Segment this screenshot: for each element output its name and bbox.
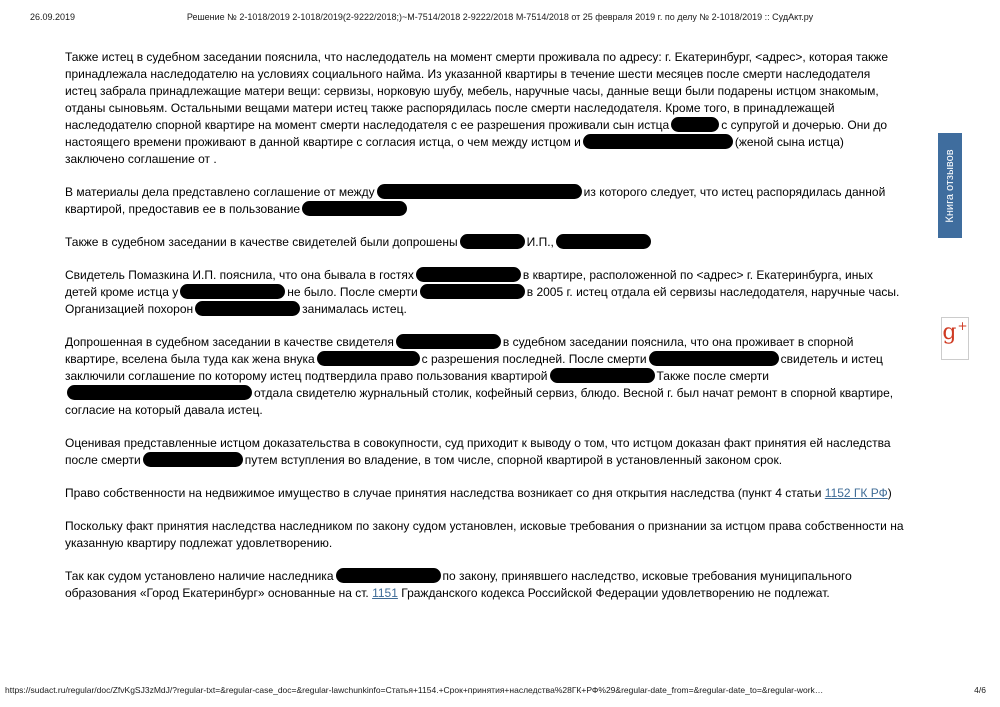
paragraph: В материалы дела представлено соглашение от между из которого следует, что истец распорядилась данной квартирой, предоставив ее в пользование [65,185,886,216]
plus-glyph: + [957,319,968,333]
print-header [0,12,1000,26]
feedback-tab[interactable] [938,133,962,238]
feedback-tab-label: Книга отзывов [944,148,956,223]
paragraph: Также истец в судебном заседании пояснила, что наследодатель на момент смерти проживала по адресу: г. Екатеринбург, <адрес>, которая также принадлежала наследодателю на условиях социального найма. Из указанной квартиры в течение шести месяцев после смерти наследодателя истец забрала принадлежащие матери вещи: сервизы, норковую шубу, мебель, наручные часы, данные вещи были подарены истцом знакомым, отданы сыновьям. Остальными вещами матери истец также распорядилась после смерти наследодателя. Кроме того, в принадлежащей наследодателю спорной квартире на момент смерти наследодателя с ее разрешения проживали сын истца с супругой и дочерью. Они до настоящего времени проживают в данной квартире с согласия истца, о чем между истцом и (женой сына истца) заключено соглашение от . [65,50,889,166]
redaction-bar [336,568,441,583]
print-footer [0,685,1000,699]
document-title: Решение № 2-1018/2019 2-1018/2019(2-9222/2018;)~М-7514/2018 2-9222/2018 М-7514/2018 от 25 февраля 2019 г. по делу № 2-1018/2019 :: СудАкт.ру [186,12,814,22]
redaction-bar [460,234,525,249]
document-body [65,49,905,618]
redaction-bar [302,201,407,216]
paragraph: Свидетель Помазкина И.П. пояснила, что она бывала в гостях в квартире, расположенной по <адрес> г. Екатеринбурга, иных детей кроме истца у не было. После смерти в 2005 г. истец отдала ей сервизы наследодателя, наручные часы. Организацией похорон занималась истец. [65,268,900,316]
redaction-bar [195,301,300,316]
redaction-bar [143,452,243,467]
redaction-bar [317,351,420,366]
law-link[interactable]: 1151 [372,586,398,600]
redaction-bar [416,267,521,282]
redaction-bar [396,334,501,349]
redaction-bar [377,184,582,199]
redaction-bar [649,351,779,366]
redaction-bar [180,284,285,299]
redaction-bar [550,368,655,383]
law-link[interactable]: 1152 ГК РФ [824,486,888,500]
paragraph: Поскольку факт принятия наследства наследником по закону судом установлен, исковые требования о признании за истцом права собственности на указанную квартиру подлежат удовлетворению. [65,519,904,550]
redaction-bar [420,284,525,299]
google-plus-icon: g [942,320,957,345]
redaction-bar [671,117,719,132]
paragraph: Оценивая представленные истцом доказательства в совокупности, суд приходит к выводу о том, что истцом доказан факт принятия ей наследства после смерти путем вступления во владение, в том числе, спорной квартирой в установленный законом срок. [65,436,891,467]
page-number: 4/6 [974,685,986,695]
paragraph: Допрошенная в судебном заседании в качестве свидетеля в судебном заседании пояснила, что она проживает в спорной квартире, вселена была туда как жена внука с разрешения последней. После смерти свидетель и истец заключили соглашение по которому истец подтвердила право пользования квартирой Также после смертиотдала свидетелю журнальный столик, кофейный сервиз, блюдо. Весной г. был начат ремонт в спорной квартире, согласие на который давала истец. [65,335,894,417]
paragraph: Также в судебном заседании в качестве свидетелей были допрошены И.П., [65,234,905,251]
redaction-bar [556,234,651,249]
footer-url: https://sudact.ru/regular/doc/ZfvKgSJ3zMdJ/?regular-txt=&regular-case_doc=&regular-lawchunkinfo=Статья+1154.+Срок+принятия+наследства%28ГК+РФ%29&regular-date_from=&regular-date_to=&regular-work… [5,685,824,695]
print-date: 26.09.2019 [30,12,76,22]
paragraph: Так как судом установлено наличие наследника по закону, принявшего наследство, исковые требования муниципального образования «Город Екатеринбург» основанные на ст. 1151 Гражданского кодекса Российской Федерации удовлетворению не подлежат. [65,569,852,600]
redaction-bar [583,134,733,149]
google-plus-button[interactable] [941,317,969,360]
redaction-bar [67,385,252,400]
paragraph: Право собственности на недвижимое имущество в случае принятия наследства возникает со дня открытия наследства (пункт 4 статьи 1152 ГК РФ) [65,486,892,500]
